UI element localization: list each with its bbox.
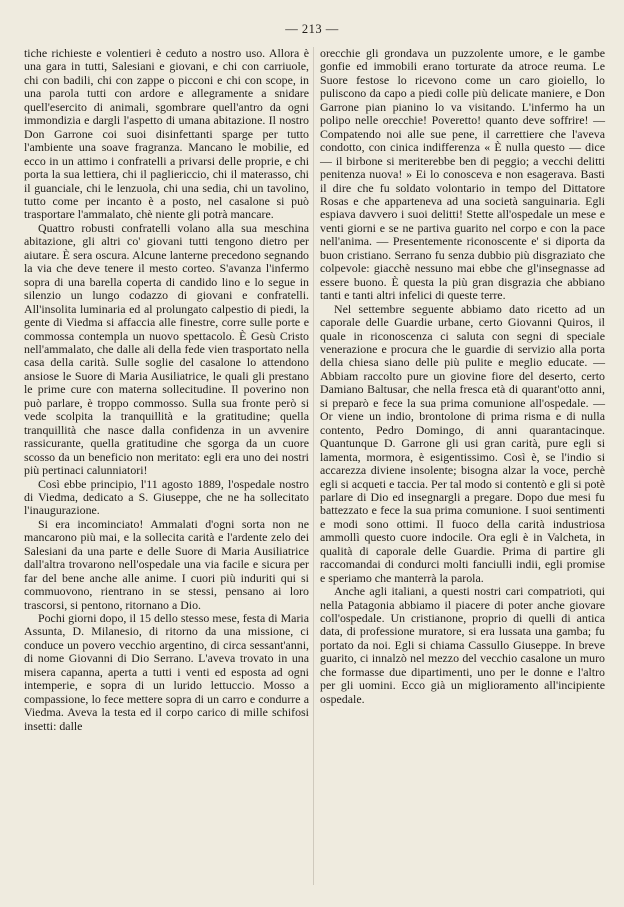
paragraph: Nel settembre seguente abbiamo dato ricetto ad un caporale delle Guardie urbane, certo Giovanni Quiros, il quale in riconoscenza ci saluta con segni di speciale venerazione e procura che le guardie di servizio alla porta della chiesa siano delle più pulite e meglio educate. — Abbiam raccolto pure un giovine fiore del deserto, certo Damiano Baltusar, che nella fresca età di quarant'otto anni, si preparò e fece la sua prima comunione all'ospedale. — Or viene un indio, brontolone di prima risma e di nulla contento, Pedro Domingo, di anni quarantacinque. Quantunque D. Garrone gli usi gran carità, pure egli si lamenta, mormora, è esigentissimo. Così è, se l'indio si accarezza diviene insolente; bisogna alzar la voce, perchè egli si acqueti e taccia. Per tal modo si contentò e gli si potè parlare di Dio ed insegnargli a pregare. Dopo due mesi fu battezzato e fece la sua prima comunione. I suoi sentimenti e modi sono ottimi. Il fuoco della carità industriosa ammollì questo cuore indocile. Ora egli è in Valcheta, in qualità di caporale delle Guardie. Prima di partire gli raccomandai di condurci molti fanciulli indii, egli promise e speriamo che manterrà la parola. (320, 301, 605, 585)
column-divider (313, 47, 314, 885)
paragraph: Così ebbe principio, l'11 agosto 1889, l'ospedale nostro di Viedma, dedicato a S. Giuseppe, che ne ha sollecitato l'inaugurazione. (24, 476, 309, 518)
page-number: — 213 — (285, 22, 339, 36)
paragraph: Anche agli italiani, a questi nostri cari compatrioti, qui nella Patagonia abbiamo il piacere di poter anche giovare coll'ospedale. Un cristianone, proprio di quelli di antica data, di professione muratore, si era lussata una gamba; fu portato da noi. Egli si chiama Cassullo Giuseppe. In breve guarito, ci innalzò nel mezzo del vecchio casalone un muro che formasse due dipartimenti, uno per le donne e l'altro per gli uomini. Ecco già un miglioramento all'incipiente ospedale. (320, 584, 605, 706)
paragraph: Pochi giorni dopo, il 15 dello stesso mese, festa di Maria Assunta, D. Milanesio, di ritorno da una missione, ci conduce un povero vecchio argentino, di circa sessant'anni, di nome Giovanni di Dio Serrano. L'aveva trovato in una misera capanna, aperta a tutti i venti ed esposta ad ogni intemperie, e sopra di un lurido lettuccio. Mosso a compassione, lo fece mettere sopra di un carro e condurre a Viedma. Aveva la testa ed il corpo carico di mille schifosi insetti: dalle (24, 611, 309, 733)
paragraph: tiche richieste e volentieri è ceduto a nostro uso. Allora è una gara in tutti, Salesiani e giovani, e chi con carriuole, chi con badili, chi con zappe o picconi e chi con scope, in una parola tutti con ardore e allegramente a snidare quell'esercito di animali, sgombrare quell'antro da ogni immondizia e dargli l'aspetto di umana abitazione. Il nostro Don Garrone coi suoi disinfettanti sparge per tutto l'ambiente una soave fragranza. Mancano le mobilie, ed ecco in un attimo i confratelli a privarsi delle proprie, e chi porta la sua lettiera, chi il pagliericcio, chi il materasso, chi il guanciale, chi le lenzuola, chi una sedia, chi un tavolino, tutto come per incanto è a posto, nel casalone si può trasportare l'ammalato, chè niente gli potrà mancare. (24, 46, 309, 222)
paragraph: orecchie gli grondava un puzzolente umore, e le gambe gonfie ed immobili erano torturate da atroce reuma. Le Suore festose lo ricevono come un caro gioiello, lo puliscono da capo a piedi colle più delicate maniere, e Don Garrone pian pianino lo va visitando. L'infermo ha un polipo nelle orecchie! Poveretto! quanto deve soffrire! — Compatendo noi alle sue pene, il carrettiere che l'aveva condotto, con cinica indifferenza « È nulla questo — dice — il birbone si meriterebbe ben di peggio; a vecchi delitti penitenza nuova! » Ei lo conosceva e non esagerava. Basti il dire che fu soldato volontario in tempo del Dittatore Rosas e che apparteneva ad una società sanguinaria. Egli espiava davvero i suoi delitti! Stette all'ospedale un mese e venti giorni e se ne partiva guarito nel corpo e con la pace nell'anima. — Presentemente riconoscente e' si diporta da buon cristiano. Serrano fu senza dubbio più disgraziato che colpevole: giacchè nessuno mai ebbe che gl'insegnasse ad essere buono. È questa la più gran disgrazia che abbiano tanti e tanti altri infelici di queste terre. (320, 46, 605, 303)
paragraph: Quattro robusti confratelli volano alla sua meschina abitazione, gli altri co' giovani tutti tengono dietro per aiutare. È sera oscura. Alcune lanterne precedono segnando la via che deve tenere il mesto corteo. S'avanza l'infermo sopra di una barella coperta di candido lino e lo segue in silenzio un lungo codazzo di giovani e confratelli. All'insolita luminaria ed al prolungato calpestio di piedi, la gente di Viedma si affaccia alle finestre, corre sulle porte e commossa contempla un nuovo spettacolo. È Gesù Cristo nell'ammalato, che dalle ali della fede vien trasportato nella casa della carità. Sulle soglie del casalone lo attendono ansiose le Suore di Maria Ausiliatrice, le quali gli prestano le prime cure con materna sollecitudine. Il poverino non può parlare, è troppo commosso. Sulla sua fronte però si vede scolpita la tranquillità e la gratitudine; quella tranquillità che nasce dalla confidenza in un avvenire rassicurante, quella gratitudine che sgorga da un cuore scosso da un beneficio non meritato: egli era uno dei nostri più pertinaci calunniatori! (24, 220, 309, 478)
paragraph: Si era incominciato! Ammalati d'ogni sorta non ne mancarono più mai, e la sollecita carità e l'ardente zelo dei Salesiani da una parte e delle Suore di Maria Ausiliatrice dall'altra trovarono nell'ospedale una via facile e sicura per far del bene anche alle anime. I cuori più induriti qui si commuovono, rientrano in se stessi, pensano ai loro trascorsi, si pentono, ritornano a Dio. (24, 516, 309, 612)
left-column (24, 47, 309, 733)
right-column (320, 47, 605, 706)
